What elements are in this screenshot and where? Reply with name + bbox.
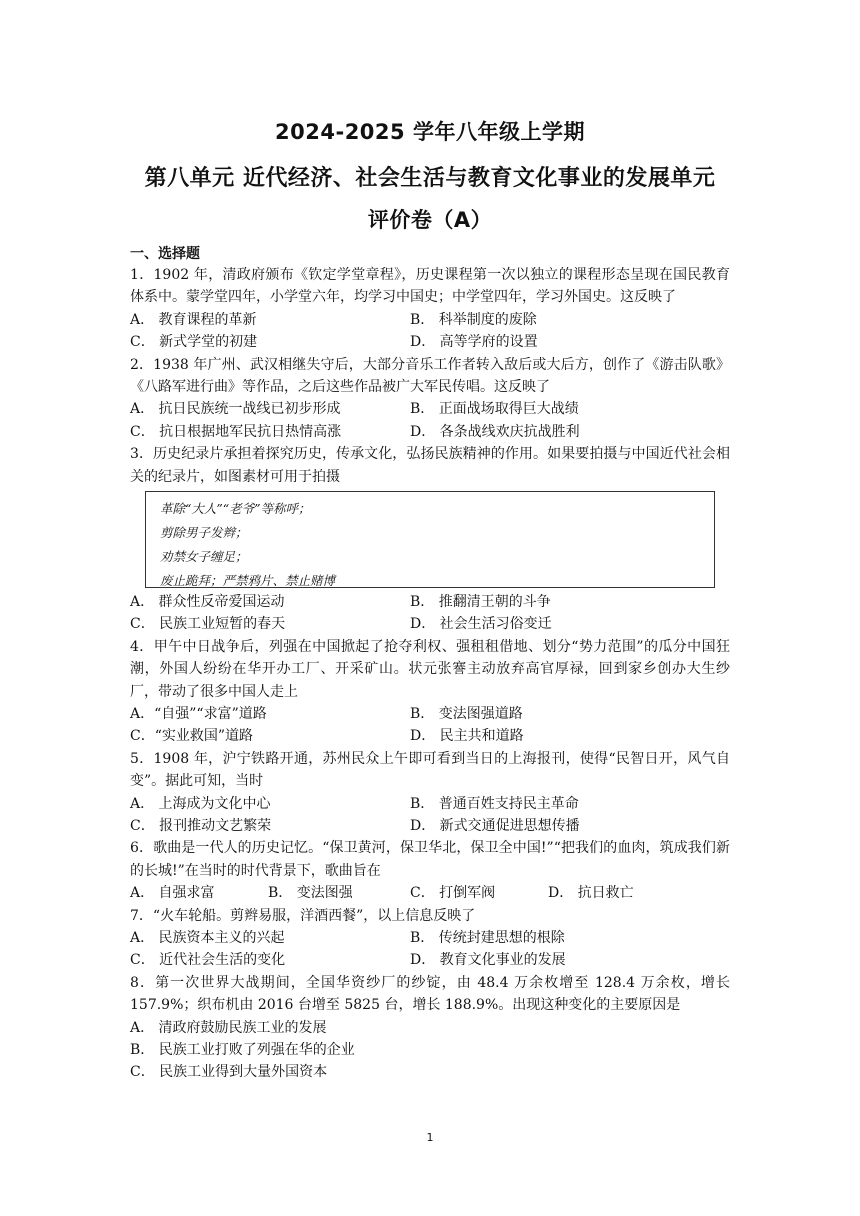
option-c: C． 近代社会生活的变化 xyxy=(130,952,286,969)
option-d: D． 新式交通促进思想传播 xyxy=(410,817,580,834)
option-a: A．“自强”“求富”道路 xyxy=(130,706,267,722)
option-c: C．“实业救国”道路 xyxy=(130,728,254,745)
question-3-stem: 3．历史纪录片承担着探究历史，传承文化，弘扬民族精神的作用。如果要拍摄与中国近代社会相关的纪录片，如图素材可用于拍摄 xyxy=(130,446,730,485)
exam-title-unit: 第八单元 近代经济、社会生活与教育文化事业的发展单元 xyxy=(144,166,716,191)
question-4-options xyxy=(130,703,730,725)
option-b: B． 普通百姓支持民主革命 xyxy=(410,795,579,812)
material-line: 革除“大人”“老爷”等称呼； xyxy=(160,501,311,516)
option-d: D． 抗日救亡 xyxy=(548,885,634,902)
option-a: A． 民族资本主义的兴起 xyxy=(130,929,285,946)
option-c: C． 打倒军阀 xyxy=(410,885,496,902)
option-d: D． 社会生活习俗变迁 xyxy=(410,616,552,633)
question-2-options-row2 xyxy=(130,421,730,443)
option-d: D． 教育文化事业的发展 xyxy=(410,952,566,969)
page-number: 1 xyxy=(426,1131,434,1144)
question-6-options xyxy=(130,882,730,904)
question-3-options-row2 xyxy=(130,613,730,635)
option-c: C． 报刊推动文艺繁荣 xyxy=(130,817,272,834)
question-1-stem: 1．1902 年，清政府颁布《钦定学堂章程》，历史课程第一次以独立的课程形态呈现在国民教育体系中。蒙学堂四年，小学堂六年，均学习中国史；中学堂四年，学习外国史。这反映了 xyxy=(130,267,730,306)
question-5-options xyxy=(130,793,730,815)
option-c: C． 民族工业得到大量外国资本 xyxy=(130,1064,328,1081)
option-b: B． 推翻清王朝的斗争 xyxy=(410,594,551,610)
option-c: C． 新式学堂的初建 xyxy=(130,334,258,351)
question-3-options xyxy=(130,591,730,613)
option-a: A． 群众性反帝爱国运动 xyxy=(130,594,285,610)
option-d: D． 高等学府的设置 xyxy=(410,334,538,351)
question-7-stem: 7．“火车轮船。剪辫易服，洋酒西餐”，以上信息反映了 xyxy=(130,907,476,924)
question-2-options xyxy=(130,398,730,420)
question-1-options xyxy=(130,309,730,331)
option-a: A． 抗日民族统一战线已初步形成 xyxy=(130,401,341,418)
question-8-stem: 8．第一次世界大战期间，全国华资纱厂的纱锭，由 48.4 万余枚增至 128.4 万余枚，增长 157.9%；织布机由 2016 台增至 5825 台，增长 188.9%。出现这种变化的主要原因是 xyxy=(130,974,730,1014)
material-line: 废止跪拜；严禁鸦片、禁止赌博 xyxy=(160,573,336,588)
option-c: C． 民族工业短暂的春天 xyxy=(130,616,286,633)
question-4-options-row2 xyxy=(130,725,730,747)
option-a: A． 上海成为文化中心 xyxy=(130,795,271,812)
option-a: A． 教育课程的革新 xyxy=(130,311,257,328)
option-b: B． 变法图强道路 xyxy=(410,706,523,722)
question-4-stem: 4．甲午中日战争后，列强在中国掀起了抢夺利权、强租租借地、划分“势力范围”的瓜分中国狂潮，外国人纷纷在华开办工厂、开采矿山。状元张謇主动放弃高官厚禄，回到家乡创办大生纱厂，带动了很多中国人走上 xyxy=(130,638,730,700)
question-1-options-row2 xyxy=(130,331,730,353)
option-a: A． 清政府鼓励民族工业的发展 xyxy=(130,1019,327,1036)
material-line: 剪除男子发辫； xyxy=(160,525,248,540)
option-c: C． 抗日根据地军民抗日热情高涨 xyxy=(130,423,342,440)
option-b: B． 民族工业打败了列强在华的企业 xyxy=(130,1041,355,1058)
exam-title-year: 2024-2025 学年八年级上学期 xyxy=(275,120,585,144)
option-d: D． 各条战线欢庆抗战胜利 xyxy=(410,423,580,440)
option-b: B． 正面战场取得巨大战绩 xyxy=(410,401,579,418)
question-3-material-box xyxy=(145,491,715,588)
question-7-options xyxy=(130,927,730,949)
section-heading: 一、选择题 xyxy=(130,246,200,262)
question-5-options-row2 xyxy=(130,815,730,837)
material-line: 劝禁女子缠足； xyxy=(160,549,248,564)
option-b: B． 传统封建思想的根除 xyxy=(410,929,565,946)
question-7-options-row2 xyxy=(130,949,730,971)
option-b: B． 科举制度的废除 xyxy=(410,311,537,328)
question-5-stem: 5．1908 年，沪宁铁路开通，苏州民众上午即可看到当日的上海报刊，使得“民智日开，风气自变”。据此可知，当时 xyxy=(130,750,730,790)
question-list xyxy=(130,264,730,1084)
option-d: D． 民主共和道路 xyxy=(410,728,524,745)
question-6-stem: 6．歌曲是一代人的历史记忆。“保卫黄河，保卫华北，保卫全中国!”“把我们的血肉，筑成我们新的长城!”在当时的时代背景下，歌曲旨在 xyxy=(130,840,730,879)
exam-title-paper: 评价卷（A） xyxy=(367,208,493,232)
question-2-stem: 2．1938 年广州、武汉相继失守后，大部分音乐工作者转入敌后或大后方，创作了《游击队歌》《八路军进行曲》等作品，之后这些作品被广大军民传唱。这反映了 xyxy=(130,356,730,395)
option-a: A． 自强求富 xyxy=(130,885,215,902)
option-b: B． 变法图强 xyxy=(268,885,353,902)
